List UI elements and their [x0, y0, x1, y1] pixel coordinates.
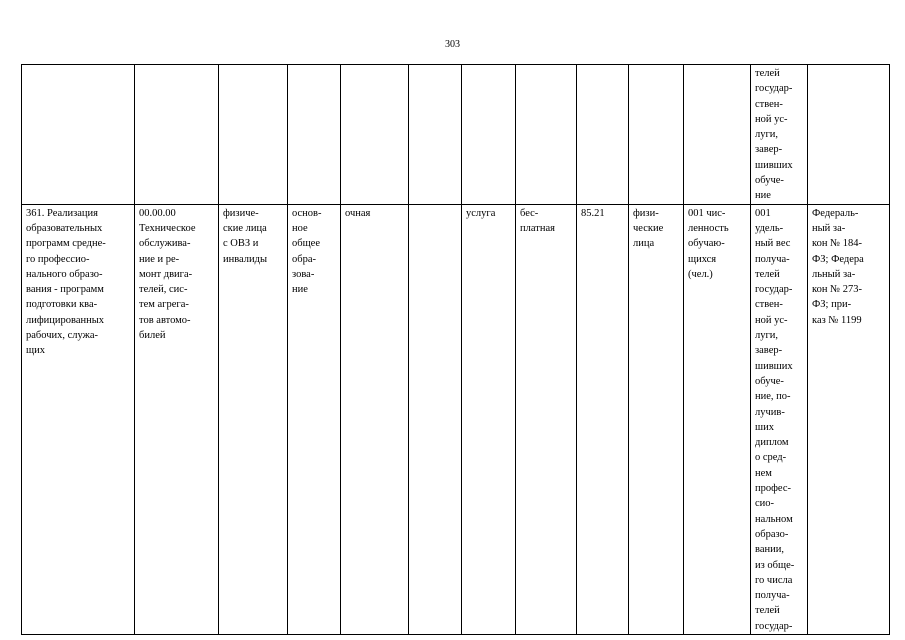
table-cell: [135, 65, 219, 205]
legal-basis-cell: Федераль- ный за- кон № 184- ФЗ; Федера льный за- кон № 273- ФЗ; при- каз № 1199: [808, 204, 890, 634]
code-cell: 85.21: [577, 204, 629, 634]
table-cell: [288, 65, 341, 205]
payment-cell: бес- платная: [516, 204, 577, 634]
form-of-study-cell: очная: [341, 204, 409, 634]
program-name-cell: 361. Реализация образовательных программ средне- го профессио- нального образо- вания - программ подготовки ква- лифицированных рабочих, служа- щих: [22, 204, 135, 634]
table-cell: [577, 65, 629, 205]
table-cell: [808, 65, 890, 205]
education-level-cell: основ- ное общее обра- зова- ние: [288, 204, 341, 634]
table-cell: [341, 65, 409, 205]
table-cell: [462, 65, 516, 205]
table-cell: [219, 65, 288, 205]
page-number: 303: [445, 39, 460, 50]
table-cell: [684, 65, 751, 205]
table-cell: [409, 65, 462, 205]
table-row: [22, 65, 890, 205]
document-table: [21, 64, 890, 635]
table-cell: [629, 65, 684, 205]
volume-indicator-cell: 001 чис- ленность обучаю- щихся (чел.): [684, 204, 751, 634]
specialty-cell: 00.00.00 Техническое обслужива- ние и ре- монт двига- телей, сис- тем агрега- тов автомо- билей: [135, 204, 219, 634]
service-type-cell: услуга: [462, 204, 516, 634]
quality-indicator-cell: 001 удель- ный вес получа- телей государ- ствен- ной ус- луги, завер- шивших обуче- ние, по- лучив- ших диплом о сред- нем профес- сио- нальном образо- вании, из обще- го числа получа- телей государ-: [751, 204, 808, 634]
table-row: [22, 204, 890, 634]
consumer-cell: физи- ческие лица: [629, 204, 684, 634]
table-cell: [22, 65, 135, 205]
table-cell: [409, 204, 462, 634]
table-cell: телей государ- ствен- ной ус- луги, завер- шивших обуче- ние: [751, 65, 808, 205]
table-cell: [516, 65, 577, 205]
category-cell: физиче- ские лица с ОВЗ и инвалиды: [219, 204, 288, 634]
